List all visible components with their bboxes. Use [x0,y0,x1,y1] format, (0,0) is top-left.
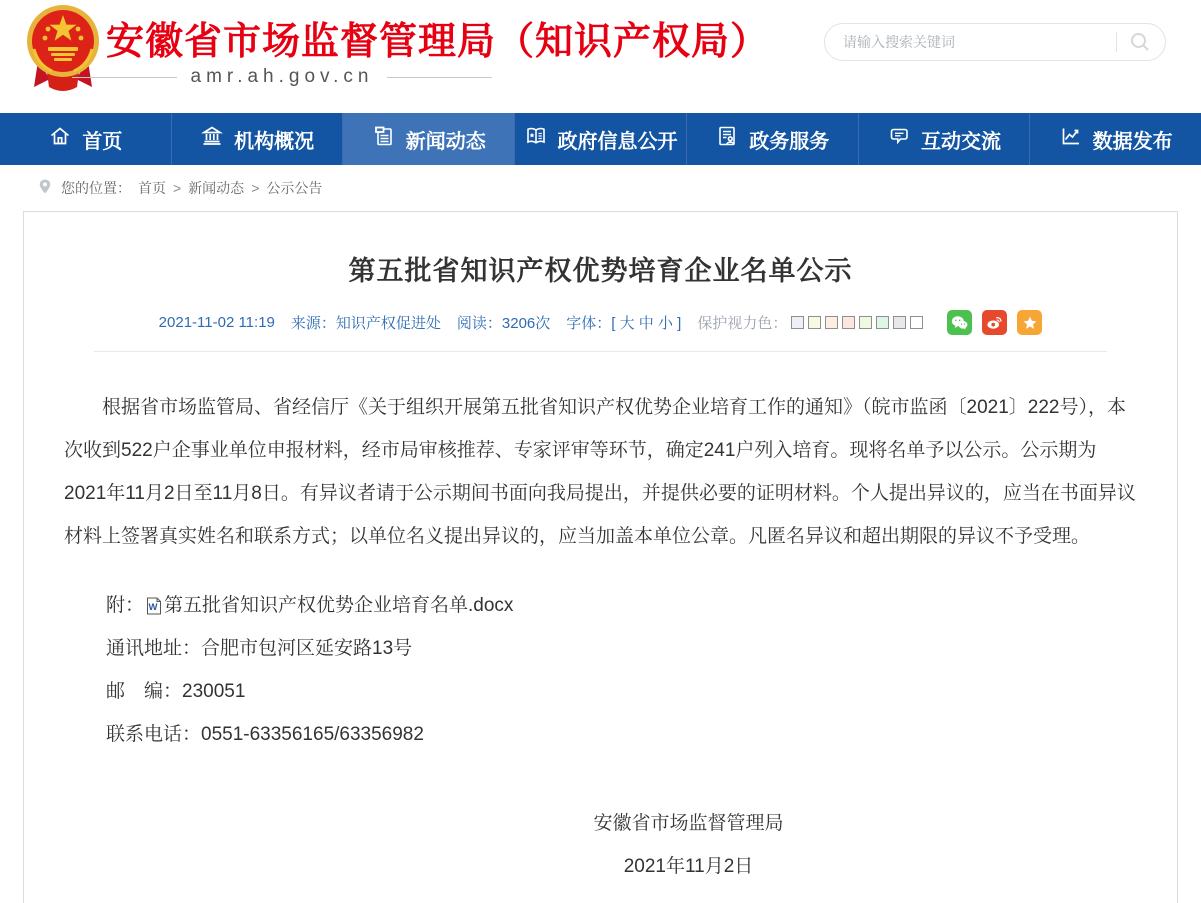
search-input[interactable] [843,34,1106,50]
nav-item-data-release[interactable] [1030,113,1201,165]
breadcrumb-item-announcements[interactable]: 公示公告 [266,180,323,196]
weibo-icon[interactable] [982,310,1007,335]
site-domain-row [72,66,492,88]
nav-label: 机构概况 [234,130,315,153]
line-chart-icon [1059,124,1083,154]
font-size-label: 字体： [566,315,612,332]
breadcrumb-item-home[interactable]: 首页 [138,180,166,196]
nav-item-info-disclosure[interactable] [515,113,687,165]
color-swatch[interactable] [859,316,872,329]
nav-item-about[interactable] [172,113,344,165]
eye-protect-label: 保护视力色： [697,315,788,332]
contact-postcode: 邮 编：230051 [106,681,246,702]
meta-divider [94,351,1107,352]
site-title: 安徽省市场监督管理局（知识产权局） [106,21,770,63]
contact-phone: 联系电话：0551-63356165/63356982 [106,724,424,745]
attachment-row [106,584,1137,627]
document-person-icon [715,124,739,154]
publish-datetime: 2021-11-02 11:19 [158,314,275,331]
article-extra-info [106,584,1137,756]
nav-label: 政务服务 [749,130,830,153]
nav-label: 互动交流 [920,130,1001,153]
breadcrumb [0,165,1201,211]
color-swatch[interactable] [876,316,889,329]
breadcrumb-item-news[interactable]: 新闻动态 [188,180,245,196]
nav-item-home[interactable] [0,113,172,165]
article-body: 根据省市场监管局、省经信厅《关于组织开展第五批省知识产权优势企业培育工作的通知》（皖市监函〔2021〕222号），本次收到522户企事业单位申报材料，经市局审核推荐、专家评审等环节，确定241户列入培育。现将名单予以公示。公示期为2021年11月2日至11月8日。有异议者请于公示期间书面向我局提出，并提供必要的证明材料。个人提出异议的，应当在书面异议材料上签署真实姓名和联系方式；以单位名义提出异议的，应当加盖本单位公章。凡匿名异议和超出期限的异议不予受理。 [64,397,1136,547]
news-icon [372,124,396,154]
open-book-star-icon [524,124,548,154]
breadcrumb-separator: > [173,180,182,196]
search-divider [1116,32,1117,52]
color-swatch[interactable] [910,316,923,329]
nav-item-interaction[interactable] [859,113,1031,165]
chat-bubble-icon [887,124,911,154]
search-box[interactable] [824,23,1166,61]
article-meta [64,310,1137,335]
color-swatch[interactable] [791,316,804,329]
attachment-filename[interactable]: 第五批省知识产权优势企业培育名单.docx [164,595,514,616]
nav-label: 政府信息公开 [557,130,678,153]
breadcrumb-prefix: 您的位置： [61,180,131,196]
divider-line [72,77,177,78]
contact-address: 通讯地址：合肥市包河区延安路13号 [106,638,413,659]
color-swatch[interactable] [808,316,821,329]
article-source: 来源：知识产权促进处 [290,315,441,332]
article-title: 第五批省知识产权优势培育企业名单公示 [348,256,853,286]
nav-label: 首页 [82,130,123,153]
attachment-label: 附： [106,595,145,616]
nav-label: 数据发布 [1092,130,1173,153]
nav-item-news[interactable] [343,113,515,165]
view-count: 阅读：3206次 [456,315,551,332]
color-swatch[interactable] [893,316,906,329]
eye-protect-swatches [791,316,923,329]
divider-line [387,77,492,78]
site-domain: amr.ah.gov.cn [190,66,374,87]
article-signature [152,802,1201,888]
font-size-control [566,312,681,333]
wechat-icon[interactable] [947,310,972,335]
favorite-star-icon[interactable] [1017,310,1042,335]
nav-label: 新闻动态 [405,130,486,153]
nav-item-services[interactable] [687,113,859,165]
color-swatch[interactable] [842,316,855,329]
institution-icon [200,124,224,154]
color-swatch[interactable] [825,316,838,329]
signature-org: 安徽省市场监督管理局 [593,813,784,834]
word-document-icon [146,597,162,615]
font-size-options[interactable]: [ 大 中 小 ] [611,315,682,332]
svg-text:W: W [148,601,158,613]
eye-protect-control [697,312,923,333]
share-buttons [947,310,1042,335]
site-header [0,0,1201,113]
article-container [23,211,1178,903]
main-nav [0,113,1201,165]
signature-date: 2021年11月2日 [623,856,754,877]
search-icon[interactable] [1127,29,1153,55]
breadcrumb-separator: > [251,180,260,196]
home-icon [48,124,72,154]
location-pin-icon [36,177,54,200]
